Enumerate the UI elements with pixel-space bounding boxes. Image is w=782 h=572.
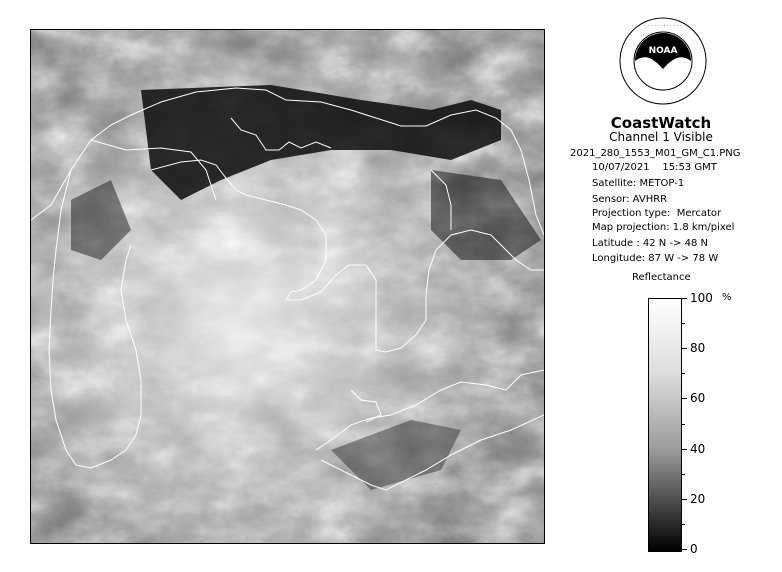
- tick-label: 60: [681, 392, 705, 404]
- minor-tick: [681, 474, 685, 475]
- colorbar-unit: %: [722, 292, 732, 303]
- app-title: CoastWatch: [610, 114, 712, 132]
- colorbar-ticks: [681, 291, 721, 556]
- tick-label: 40: [681, 443, 705, 455]
- minor-tick: [681, 373, 685, 374]
- tick-label: 80: [681, 342, 705, 354]
- datetime-text: 10/07/2021 15:53 GMT: [592, 162, 717, 173]
- svg-text:· · · · · · · · · · · ·: · · · · · · · · · · · ·: [644, 23, 682, 29]
- filename-text: 2021_280_1553_M01_GM_C1.PNG: [570, 148, 741, 159]
- colorbar-label: Reflectance: [632, 272, 691, 283]
- reflectance-colorbar: [648, 298, 682, 552]
- longitude-text: Longitude: 87 W -> 78 W: [592, 253, 719, 264]
- svg-text:NOAA: NOAA: [648, 46, 678, 56]
- minor-tick: [681, 424, 685, 425]
- satellite-text: Satellite: METOP-1: [592, 178, 685, 189]
- satellite-map: [30, 29, 545, 544]
- map-projection-text: Map projection: 1.8 km/pixel: [592, 222, 735, 233]
- minor-tick: [681, 524, 685, 525]
- satellite-image: [31, 30, 544, 543]
- tick-label: 100: [681, 292, 713, 304]
- noaa-logo-icon: [619, 17, 707, 105]
- minor-tick: [681, 323, 685, 324]
- sensor-text: Sensor: AVHRR: [592, 194, 668, 205]
- latitude-text: Latitude : 42 N -> 48 N: [592, 238, 708, 249]
- tick-label: 20: [681, 493, 705, 505]
- tick-label: 0: [681, 543, 698, 555]
- channel-subtitle: Channel 1 Visible: [609, 130, 713, 144]
- projection-type-text: Projection type: Mercator: [592, 208, 722, 219]
